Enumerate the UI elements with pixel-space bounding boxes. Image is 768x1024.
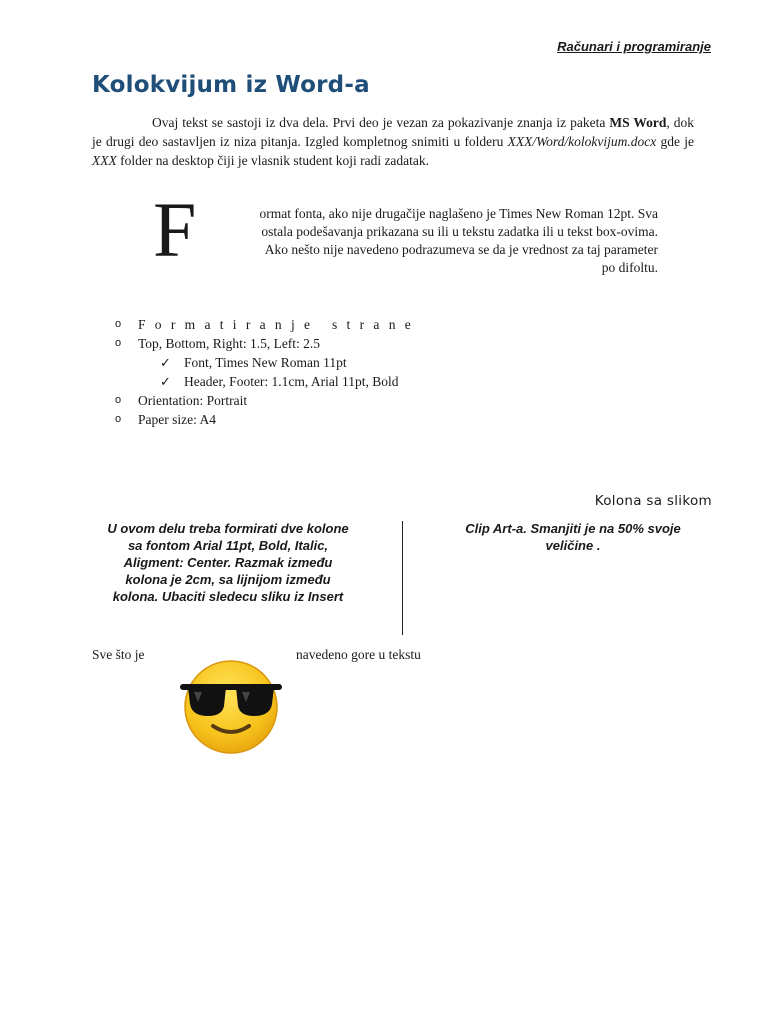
list-item-label: Formatiranje strane <box>138 317 421 332</box>
list-item <box>112 334 420 353</box>
drop-cap-line: Ako nešto nije navedeno podrazumeva se da je vrednost za taj parameter <box>264 242 658 257</box>
sub-list-item-label: Font, Times New Roman 11pt <box>184 355 347 370</box>
list-item <box>112 410 420 429</box>
column-line: veličine . <box>545 538 601 553</box>
sunglasses-emoji-icon <box>178 660 284 754</box>
drop-cap-line: ormat fonta, ako nije drugačije naglašeno je Times New Roman 12pt. Sva <box>259 206 658 221</box>
left-column-text <box>92 520 364 605</box>
list-item-label: Orientation: Portrait <box>138 393 248 408</box>
bottom-text-left: Sve što je <box>92 647 145 662</box>
column-line: sa fontom Arial 11pt, Bold, Italic, <box>127 538 329 553</box>
intro-italic-path: XXX/Word/kolokvijum.docx <box>507 134 657 149</box>
column-line: U ovom delu treba formirati dve kolone <box>107 521 349 536</box>
document-title: Kolokvijum iz Word-a <box>92 72 370 98</box>
intro-paragraph <box>92 113 694 170</box>
column-line: Aligment: Center. Razmak između <box>123 555 333 570</box>
sub-list-item <box>112 372 420 391</box>
intro-italic-xxx: XXX <box>92 153 117 168</box>
drop-cap-letter: F <box>153 186 197 273</box>
circle-bullet-icon: o <box>115 413 122 425</box>
sub-list-item <box>112 353 420 372</box>
intro-text-2: , dok je drugi deo sastavljen iz niza pitanja. Izgled kompletnog snimiti u folderu <box>92 115 695 149</box>
list-item-label: Top, Bottom, Right: 1.5, Left: 2.5 <box>138 336 321 351</box>
circle-bullet-icon: o <box>115 394 122 406</box>
list-item <box>112 391 420 410</box>
intro-text-1: Ovaj tekst se sastoji iz dva dela. Prvi deo je vezan za pokazivanje znanja iz paketa <box>152 115 610 130</box>
intro-bold-ms-word: MS Word <box>609 115 667 130</box>
column-divider-line <box>402 521 403 635</box>
format-list <box>112 315 420 429</box>
column-line: kolona. Ubaciti sledecu sliku iz Insert <box>112 589 344 604</box>
column-section-heading: Kolona sa slikom <box>594 493 712 509</box>
list-item-label: Paper size: A4 <box>138 412 216 427</box>
column-line: Clip Art-a. Smanjiti je na 50% svoje <box>465 521 681 536</box>
column-line: kolona je 2cm, sa lijnijom između <box>125 572 331 587</box>
drop-cap-paragraph <box>150 205 658 277</box>
circle-bullet-icon: o <box>115 337 122 349</box>
right-column-text <box>434 520 712 554</box>
sub-list-item-label: Header, Footer: 1.1cm, Arial 11pt, Bold <box>184 374 399 389</box>
intro-text-3: gde je <box>656 134 694 149</box>
drop-cap-line: po difoltu. <box>601 260 658 275</box>
bottom-text-right: navedeno gore u tekstu <box>296 647 421 662</box>
checkmark-icon: ✓ <box>160 374 171 389</box>
list-item <box>112 315 420 334</box>
drop-cap-line: ostala podešavanja prikazana su ili u tekstu zadatka ili u tekst box-ovima. <box>261 224 658 239</box>
checkmark-icon: ✓ <box>160 355 171 370</box>
circle-bullet-icon: o <box>115 318 122 330</box>
intro-text-4: folder na desktop čiji je vlasnik student koji radi zadatak. <box>116 153 430 168</box>
page-header: Računari i programiranje <box>557 39 711 54</box>
